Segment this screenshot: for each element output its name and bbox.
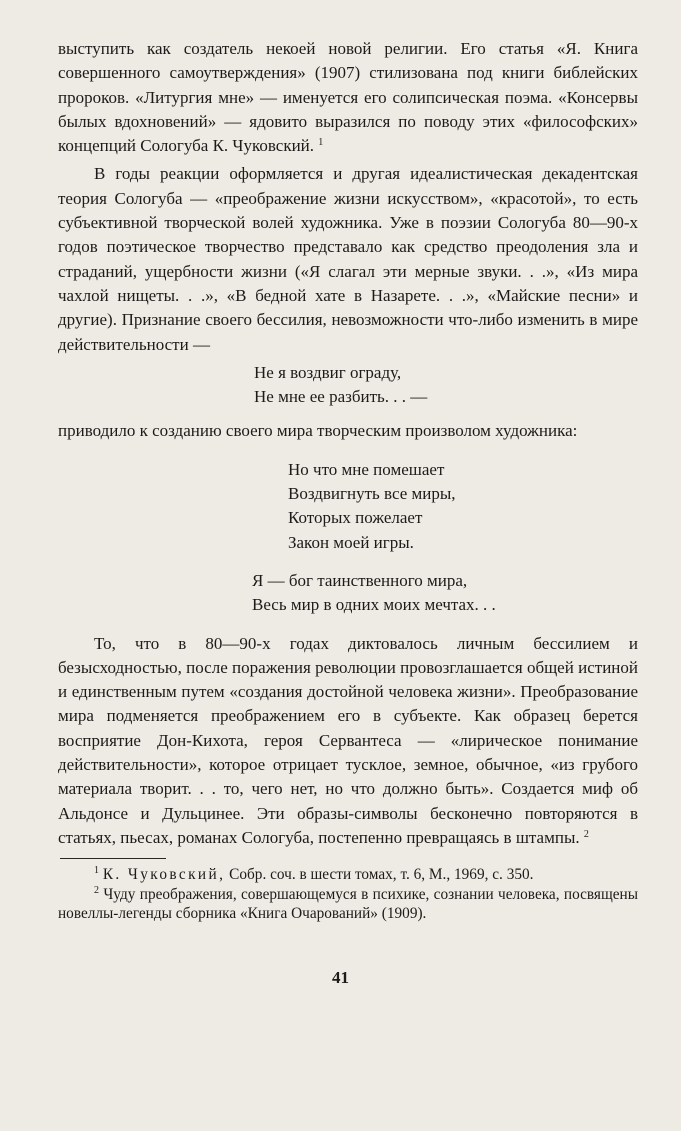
page-content — [58, 37, 638, 924]
verse-line: Не мне ее разбить. . . — — [254, 387, 428, 407]
paragraph-4 — [58, 632, 638, 851]
verse-quote-3 — [252, 569, 638, 618]
footnote-1-author: К. Чуковский, — [102, 866, 226, 884]
paragraph-1-text: выступить как создатель некоей новой религии. Его статья «Я. Книга совершенного самоутверждения» (1907) стилизована под книги библейских пророков. «Литургия мне» — именуется его солипсическая поэма. «Консервы былых вдохновений» — ядовито выразился по поводу этих «философских» концепций Сологуба К. Чуковский. — [58, 39, 638, 156]
verse-quote-1 — [254, 361, 638, 410]
verse-line: Воздвигнуть все миры, — [288, 484, 456, 504]
verse-line: Закон моей игры. — [288, 532, 414, 552]
footnote-2-mark: 2 — [94, 884, 99, 896]
footnote-divider — [60, 858, 166, 859]
verse-line: Которых пожелает — [288, 508, 423, 528]
footnote-2 — [58, 885, 638, 924]
verse-line: Не я воздвиг ограду, — [254, 362, 402, 382]
footnote-ref-2: 2 — [583, 828, 589, 840]
footnote-2-text: Чуду преображения, совершающемуся в психике, сознании человека, посвящены новеллы-легенды сборника «Книга Очарований» (1909). — [58, 885, 638, 923]
verse-quote-2 — [288, 458, 638, 555]
verse-line: Я — бог таинственного мира, — [252, 570, 468, 590]
footnote-1-text: Собр. соч. в шести томах, т. 6, М., 1969, с. 350. — [229, 866, 534, 884]
footnote-1-mark: 1 — [94, 865, 99, 877]
paragraph-1 — [58, 37, 638, 158]
verse-line: Весь мир в одних моих мечтах. . . — [252, 595, 496, 615]
footnote-1 — [58, 865, 638, 885]
verse-line: Но что мне помешает — [288, 459, 445, 479]
paragraph-3: приводило к созданию своего мира творческим произволом художника: — [58, 421, 578, 441]
footnote-ref-1: 1 — [318, 137, 324, 149]
paragraph-4-text: То, что в 80—90-х годах диктовалось личным бессилием и безысходностью, после поражения революции провозглашается общей истиной и единственным путем «создания достойной человека жизни». Преобразование мира подменяется преображением его в субъекте. Как образец берется восприятие Дон-Кихота, героя Сервантеса — «лирическое понимание действительности», которое отрицает тусклое, земное, обычное, «из грубого материала творит. . . то, чего нет, но что должно быть». Создается миф об Альдонсе и Дульцинее. Эти образы-символы бесконечно повторяются в статьях, пьесах, романах Сологуба, постепенно превращаясь в штампы. — [58, 633, 638, 847]
page-number: 41 — [332, 968, 349, 987]
paragraph-2: В годы реакции оформляется и другая идеалистическая декадентская теория Сологуба — «преображение жизни искусством», «красотой», то есть субъективной творческой волей художника. Уже в поэзии Сологуба 80—90-х годов поэтическое творчество представало как средство преодоления зла и страданий, ущербности жизни («Я слагал эти мерные звуки. . .», «Из мира чахлой нищеты. . .», «В бедной хате в Назарете. . .», «Майские песни» и другие). Признание своего бессилия, невозможности что-либо изменить в мире действительности — — [58, 164, 638, 354]
